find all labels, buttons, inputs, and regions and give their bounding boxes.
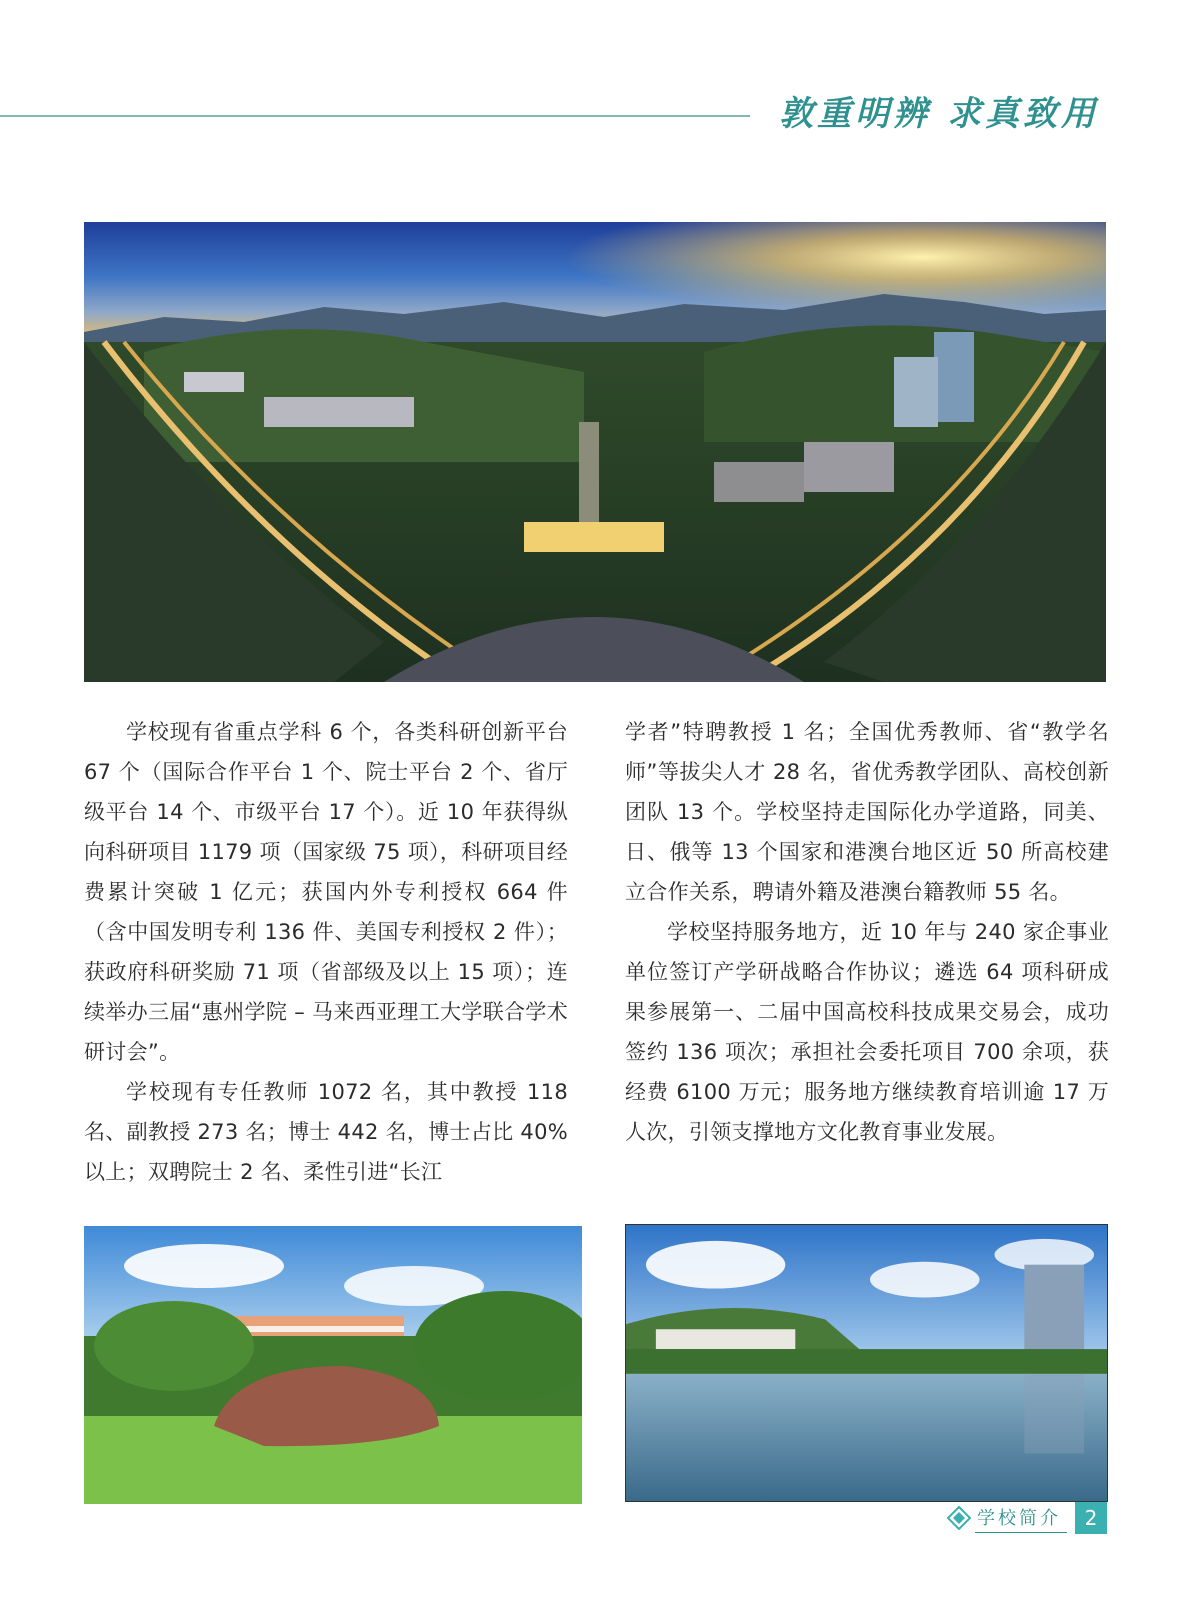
paragraph-research: 学校现有省重点学科 6 个，各类科研创新平台 67 个（国际合作平台 1 个、院士平台 2 个、省厅级平台 14 个、市级平台 17 个）。近 10 年获得纵向科研项目 1179 项（国家级 75 项），科研项目经费累计突破 1 亿元；获国内外专利授权 664 件（含中国发明专利 136 件、美国专利授权 2 件）；获政府科研奖励 71 项（省部级及以上 15 项）；连续举办三届“惠州学院 – 马来西亚理工大学联合学术研讨会”。 — [84, 720, 568, 1064]
page-number: 2 — [1075, 1502, 1107, 1534]
paragraph-service: 学校坚持服务地方，近 10 年与 240 家企事业单位签订产学研战略合作协议；遴选 64 项科研成果参展第一、二届中国高校科技成果交易会，成功签约 136 项次；承担社会委托项目 700 余项，获经费 6100 万元；服务地方继续教育培训逾 17 万人次，引领支撑地方文化教育事业发展。 — [625, 920, 1109, 1144]
header-rule — [0, 115, 750, 117]
campus-stone-lawn-photo — [84, 1226, 582, 1504]
body-column-right — [625, 712, 1109, 1152]
section-label: 学校简介 — [975, 1504, 1067, 1533]
campus-lake-photo — [625, 1224, 1108, 1502]
motto: 敦重明辨 求真致用 — [779, 94, 1099, 134]
paragraph-faculty: 学校现有专任教师 1072 名，其中教授 118 名、副教授 273 名；博士 442 名，博士占比 40% 以上；双聘院士 2 名、柔性引进“长江 — [84, 1080, 568, 1184]
body-column-left — [84, 712, 568, 1192]
diamond-logo-icon — [947, 1506, 971, 1530]
paragraph-faculty-continued: 学者”特聘教授 1 名；全国优秀教师、省“教学名师”等拔尖人才 28 名，省优秀教学团队、高校创新团队 13 个。学校坚持走国际化办学道路，同美、日、俄等 13 个国家和港澳台地区近 50 所高校建立合作关系，聘请外籍及港澳台籍教师 55 名。 — [625, 720, 1109, 904]
page-footer — [947, 1502, 1107, 1534]
campus-aerial-photo — [84, 222, 1106, 682]
